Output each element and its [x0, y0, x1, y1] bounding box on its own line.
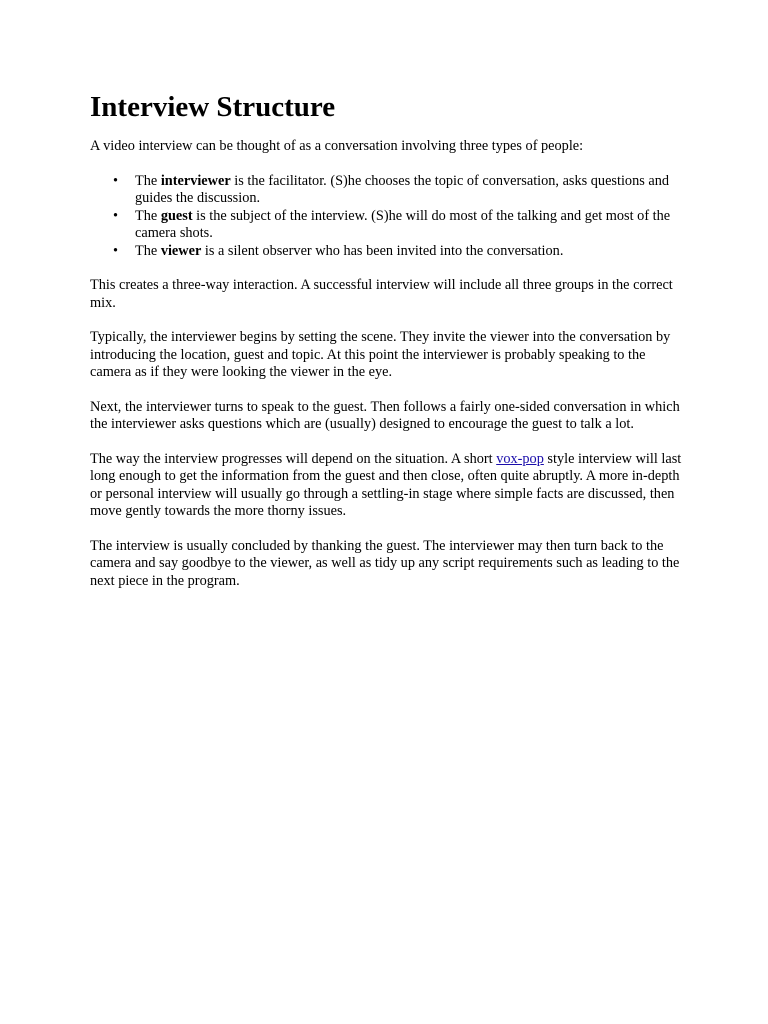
paragraph-conclusion: The interview is usually concluded by thanking the guest. The interviewer may then turn back to the camera and say goodbye to the viewer, as well as tidy up any script requirements such as leading to the next piece in the program. — [90, 537, 680, 589]
paragraph-setting-scene: Typically, the interviewer begins by setting the scene. They invite the viewer into the conversation by introducing the location, guest and topic. At this point the interviewer is probably speaking to the camera as if they were looking the viewer in the eye. — [90, 329, 671, 380]
list-item-text: is the facilitator. (S)he chooses the topic of conversation, asks questions and guides the discussion. — [135, 172, 670, 206]
list-item-term: guest — [160, 207, 193, 224]
page-title: Interview Structure — [90, 91, 336, 123]
paragraph-text: The way the interview progresses will depend on the situation. A short — [90, 450, 497, 467]
list-item-term: interviewer — [160, 172, 231, 189]
list-item-viewer — [135, 243, 682, 261]
list-item-prefix: The — [135, 207, 161, 224]
intro-paragraph: A video interview can be thought of as a conversation involving three types of people: — [90, 138, 584, 154]
paragraph-guest-conversation: Next, the interviewer turns to speak to the guest. Then follows a fairly one-sided conversation in which the interviewer asks questions which are (usually) designed to encourage the guest to talk a lot. — [90, 398, 680, 432]
list-item-text: is the subject of the interview. (S)he will do most of the talking and get most of the camera shots. — [135, 207, 671, 241]
roles-list — [90, 173, 682, 261]
paragraph-three-way: This creates a three-way interaction. A successful interview will include all three groups in the correct mix. — [90, 277, 673, 311]
paragraph-text: style interview will last long enough to get the information from the guest and then close, often quite abruptly. A more in-depth or personal interview will usually go through a settling-in stage where simple facts are discussed, then move gently towards the more thorny issues. — [90, 450, 682, 519]
list-item-interviewer — [135, 173, 682, 208]
list-item-term: viewer — [160, 242, 202, 259]
list-item-guest — [135, 208, 682, 243]
document-page — [90, 88, 682, 607]
vox-pop-link[interactable]: vox-pop — [496, 450, 544, 467]
list-item-text: is a silent observer who has been invited into the conversation. — [201, 242, 564, 259]
list-item-prefix: The — [135, 242, 161, 259]
list-item-prefix: The — [135, 172, 161, 189]
paragraph-progression — [90, 451, 682, 521]
